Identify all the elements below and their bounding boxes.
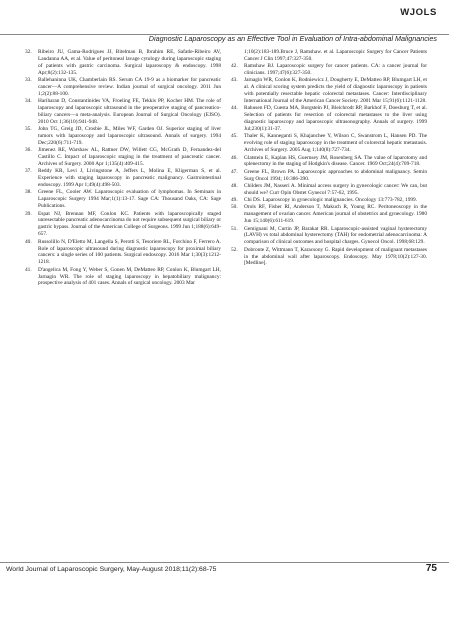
reference-number: 39. [25,210,32,217]
reference-number: 51. [231,225,238,232]
reference-text: Thaler K, Kanneganti S, Khajanchee Y, Wilson C, Swanstrom L, Hansen PD. The evolving role of staging laparoscopy in the treatment of colorectal hepatic metastasis. Archives of Surgery. 2005 Aug 1;140(8):727-734. [244,133,427,154]
reference-text: John TG, Greig JD, Crosbie JL, Miles WF, Garden OJ. Superior staging of liver tumors with laparoscopy and laparoscopic ultrasound. Annals of surgery. 1994 Dec;220(6):711-719. [38,126,221,146]
reference-number: 42. [231,63,238,70]
reference-number: 37. [25,168,32,175]
reference-item [231,77,427,105]
page-number: 75 [425,563,437,574]
reference-text: Rahusen FD, Cuesta MA, Borgstein PJ, Bleichrodt RP, Barkhof F, Doesburg T, et al. Selection of patients for resection of colorectal metastases to the liver using diagnostic laparoscopy and laparoscopic ultrasonography. Annals of surgery. 1999 Jul;230(1):31-37. [244,105,427,133]
reference-text: Greene FL, Brown PA. Laparoscopic approaches to abdominal malignancy. Semin Surg Oncol 1994; 10:386-390. [244,168,427,182]
reference-item [231,63,427,77]
reference-number: 36. [25,147,32,154]
reference-list [25,49,427,569]
reference-column-left [25,49,221,288]
reference-item [231,133,427,154]
reference-number: 40. [25,238,32,245]
reference-text: Chi DS. Laparoscopy in gynecologic malignancies. Oncology 13:773-782, 1999. [244,197,418,204]
reference-text: Jarnagin WR, Conlon K, Bodniewicz J, Dougherty E, DeMatteo RP, Blumgart LH, et al. A clinical scoring system predicts the yield of diagnostic laparoscopy in patients with potentially resectable hepatic colorectal metastases. Cancer: Interdisciplinary International Journal of the American Cancer Society. 2001 Mar 15;91(6):1121-1128. [244,77,427,105]
reference-text: Ballehaninna UK, Chamberlain RS. Serum CA 19-9 as a biomarker for pancreatic cancer—A comprehensive review. Indian journal of surgical oncology. 2011 Jun 1;2(2):88-100. [38,77,221,97]
reference-number: 50. [231,204,238,211]
reference-item [231,49,427,63]
reference-column-right [231,49,427,268]
reference-item [25,267,221,288]
reference-number: 32. [25,49,32,55]
reference-text: Jimenez RE, Warshaw AL, Rattner DW, Willett CG, McGrath D, Fernandez-del Castillo C. Impact of laparoscopic staging in the treatment of pancreatic cancer. Archives of Surgery. 2000 Apr 1;135(4):409-415. [38,147,221,168]
reference-text: Childers JM, Nasseri A. Minimal access surgery in gynecologic cancer: We can, but should we? Curr Opin Obstet Gynecol 7:57-62, 1995. [244,182,427,196]
reference-item [25,189,221,210]
reference-item [25,239,221,267]
reference-number: 47. [231,168,238,175]
reference-text: Orols RF, Fisher RI, Anderson T, Makuch R, Young RC. Peritoneoscopy in the management of ovarian cancer. American journal of obstetrics and gynecology. 1980 Jun 15;140(6):611-619. [244,204,427,225]
reference-text: Glatstein E, Kaplan HS, Guernsey JM, Rosenberg SA. The value of laparotomy and splenectomy in the staging of Hodgkin's disease. Cancer. 1969 Oct;24(4):709-718. [244,154,427,168]
reference-item [231,247,427,268]
reference-text: Hariharan D, Constantinides VA, Froeling FE, Tekkis PP, Kocher HM. The role of laparoscopy and laparoscopic ultrasound in the preoperative staging of pancreatico-biliary cancers—a meta-analysis. European Journal of Surgical Oncology (EJSO). 2010 Oct 1;36(10):941-948. [38,98,221,125]
reference-item [231,183,427,197]
reference-number: 35. [25,126,32,133]
reference-text: Gemignani M, Curtin JP, Barakat RR. Laparoscopic-assisted vaginal hysterectomy (LAVH) vs total abdominal hysterectomy (TAH) for endometrial adenocarcinoma: A comparison of clinical outcomes and hospital charges. Gynecol Oncol. 1998;68:129. [244,225,427,246]
running-title: Diagnostic Laparoscopy as an Effective Tool in Evaluation of Intra-abdominal Malignancies [148,34,437,43]
journal-abbreviation: WJOLS [400,7,437,18]
reference-number: 33. [25,77,32,84]
reference-item [25,147,221,168]
reference-item [231,105,427,133]
reference-text: Ribeiro JU, Gama-Rodrigues JJ, Bitelman B, Ibrahim RE, Safatle-Ribeiro AV, Laudanna AA, et al. Value of peritoneal lavage cytology during laparoscopic staging of patients with gastric carcinoma. Surgical laparoscopy & endoscopy. 1998 Apr;8(2):132-135. [38,49,221,76]
reference-text: Greene FL, Cooler AW. Laparoscopic evaluation of lymphomas. In Seminars in Laparoscopic Surgery 1994 Mar;1(1):13-17. Sage CA: Thousand Oaks, CA: Sage Publications. [38,189,221,210]
footer-divider [0,562,449,563]
reference-number: 34. [25,98,32,105]
reference-item [25,126,221,147]
footer-citation: World Journal of Laparoscopic Surgery, May-August 2018;11(2):68-75 [6,566,217,573]
reference-number: 43. [231,77,238,84]
reference-item [25,49,221,77]
reference-text: Russolillo N, D'Eletto M, Langella S, Perotti S, Tesoriere RL, Forchino F, Ferrero A. Role of laparoscopic ultrasound during diagnostic laparoscopy for proximal biliary cancers: a single series of 100 patients. Surgical endoscopy. 2016 Mar 1;30(3):1212-1218. [38,238,221,266]
reference-text: Espat NJ, Brennan MF, Conlon KC. Patients with laparoscopically staged unresectable pancreatic adenocarcinoma do not require subsequent surgical biliary or gastric bypass. Journal of the American College of Surgeons. 1999 Jun 1;188(6):649-657. [38,210,221,238]
reference-number: 46. [231,154,238,161]
reference-item [231,197,427,204]
reference-number: 38. [25,189,32,196]
reference-number: 41. [25,266,32,273]
reference-number: 52. [231,246,238,253]
reference-number: 48. [231,182,238,189]
reference-text: Dobronte Z, Wittmann T, Karacsony G. Rapid development of malignant metastases in the abdominal wall after laparoscopy. Endoscopy. May 1978;10(2):127-30. [Medline]. [244,246,427,267]
reference-item [25,98,221,126]
reference-text: Ramshaw BJ. Laparoscopic surgery for cancer patients. CA: a cancer journal for clinicians. 1997;47(6):327-350. [244,63,427,77]
reference-number: 49. [231,197,238,204]
reference-number: 45. [231,133,238,140]
reference-number: 44. [231,105,238,112]
reference-item [231,169,427,183]
reference-item [231,226,427,247]
reference-text: D'angelica M, Fong Y, Weber S, Gonen M, DeMatteo RP, Conlon K, Blumgart LH, Jarnagin WR. The role of staging laparoscopy in hepatobiliary malignancy: prospective analysis of 401 cases. Annals of surgical oncology. 2003 Mar [38,266,221,287]
reference-item [25,168,221,189]
reference-item [231,204,427,225]
reference-item [231,155,427,169]
reference-item [25,211,221,239]
reference-text: Reddy KR, Levi J, Livingstone A, Jeffers L, Molina E, Kligerman S, et al. Experience with staging laparoscopy in pancreatic malignancy. Gastrointestinal endoscopy. 1999 Apr 1;49(4):498-503. [38,168,221,189]
reference-text: 1;10(2):183-189.Bruce J, Ramshaw. et al. Laparoscopic Surgery for Cancer Patients Cancer J Clin 1997;47:327-350. [244,49,427,62]
reference-item [25,77,221,98]
